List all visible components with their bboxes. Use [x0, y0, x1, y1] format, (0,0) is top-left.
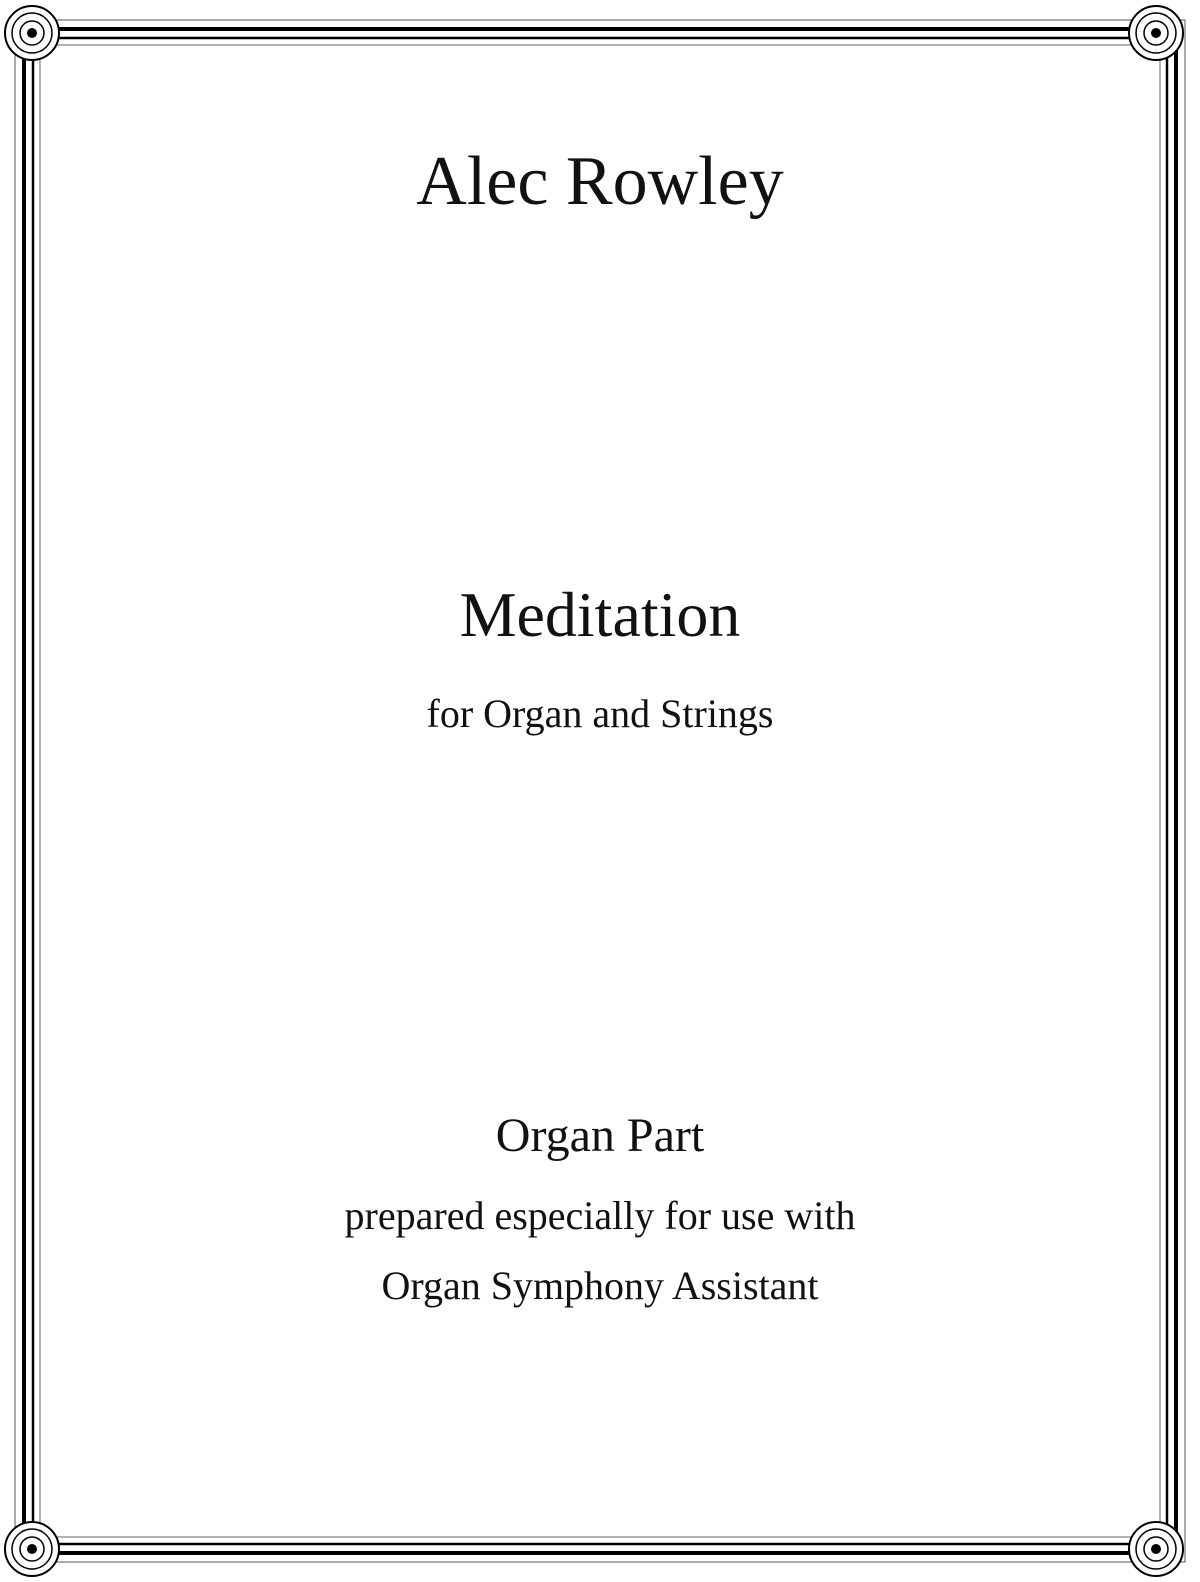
- composer-name: Alec Rowley: [416, 143, 784, 220]
- application-name: Organ Symphony Assistant: [381, 1263, 819, 1308]
- corner-ornament-top-left-icon: [5, 6, 59, 60]
- piece-title: Meditation: [459, 579, 741, 650]
- part-name: Organ Part: [495, 1109, 705, 1162]
- corner-ornament-bottom-left-icon: [5, 1522, 59, 1576]
- corner-ornament-top-right-icon: [1129, 6, 1183, 60]
- corner-ornament-bottom-right-icon: [1129, 1522, 1183, 1576]
- instrumentation-subtitle: for Organ and Strings: [426, 691, 774, 736]
- preparation-note: prepared especially for use with: [344, 1193, 856, 1238]
